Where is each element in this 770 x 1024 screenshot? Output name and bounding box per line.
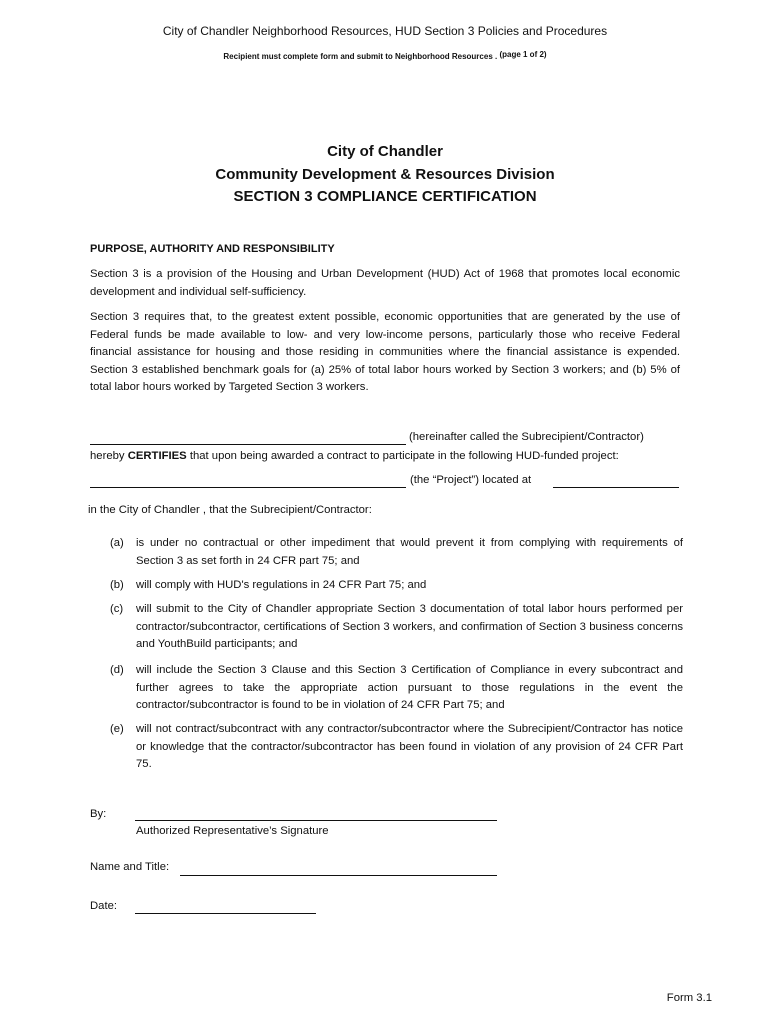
project-located-label: (the “Project”) located at [410, 474, 532, 486]
purpose-heading: PURPOSE, AUTHORITY AND RESPONSIBILITY [90, 243, 335, 255]
submission-instruction [0, 52, 770, 61]
by-label: By: [90, 808, 107, 820]
date-field[interactable] [135, 913, 316, 914]
certifies-word: CERTIFIES [127, 450, 187, 462]
name-title-field[interactable] [180, 875, 497, 876]
signature-field[interactable] [135, 820, 497, 821]
subrecipient-name-field[interactable] [90, 444, 406, 445]
project-name-field[interactable] [90, 487, 406, 488]
form-number: Form 3.1 [666, 992, 712, 1004]
title-city: City of Chandler [327, 143, 443, 160]
item-marker: (b) [110, 579, 124, 591]
city-statement: in the City of Chandler , that the Subrecipient/Contractor: [88, 504, 372, 516]
item-marker: (c) [110, 603, 124, 615]
purpose-paragraph-1: Section 3 is a provision of the Housing and Urban Development (HUD) Act of 1968 that promotes local economic development and individual self-sufficiency. [90, 268, 680, 298]
document-header: City of Chandler Neighborhood Resources, HUD Section 3 Policies and Procedures [162, 24, 608, 38]
item-text: will not contract/subcontract with any contractor/subcontractor where the Subrecipient/Contractor has notice or knowledge that the contractor/subcontractor has been found in violation of any provision of 24 CFR Part 75. [136, 723, 683, 770]
instruction-text: Recipient must complete form and submit to Neighborhood Resources . [223, 52, 498, 61]
item-marker: (a) [110, 537, 124, 549]
project-location-field[interactable] [553, 487, 679, 488]
certifies-statement [90, 450, 619, 462]
item-marker: (e) [110, 723, 124, 735]
item-text: is under no contractual or other impediment that would prevent it from complying with requirements of Section 3 as set forth in 24 CFR part 75; and [136, 537, 683, 567]
title-certification: SECTION 3 COMPLIANCE CERTIFICATION [233, 188, 537, 205]
certification-items [110, 535, 683, 775]
item-text: will submit to the City of Chandler appropriate Section 3 documentation of total labor hours performed per contractor/subcontractor, certifications of Section 3 workers, and confirmation of Section 3 business concerns and YouthBuild participants; and [136, 603, 683, 650]
item-marker: (d) [110, 664, 124, 676]
signature-caption: Authorized Representative’s Signature [136, 825, 329, 837]
purpose-paragraph-2: Section 3 requires that, to the greatest extent possible, economic opportunities that are generated by the use of Federal funds be made available to low- and very low-income persons, particularly those who receive Federal financial assistance for housing and those residing in communities where the financial assistance is expended. Section 3 established benchmark goals for (a) 25% of total labor hours worked by Section 3 workers; and (b) 5% of total labor hours worked by Targeted Section 3 workers. [90, 311, 680, 393]
item-text: will comply with HUD's regulations in 24 CFR Part 75; and [136, 579, 427, 591]
item-text: will include the Section 3 Clause and this Section 3 Certification of Compliance in every subcontract and further agrees to take the appropriate action pursuant to those regulations in the event the contractor/subcontractor is found to be in violation of 24 CFR Part 75; and [136, 664, 683, 711]
hereinafter-label: (hereinafter called the Subrecipient/Contractor) [409, 431, 644, 443]
hereby-word: hereby [90, 450, 125, 462]
certifies-rest: that upon being awarded a contract to participate in the following HUD-funded project: [189, 450, 619, 462]
name-title-label: Name and Title: [90, 861, 170, 873]
page-number: (page 1 of 2) [499, 50, 547, 59]
date-label: Date: [90, 900, 118, 912]
title-division: Community Development & Resources Division [215, 166, 555, 183]
